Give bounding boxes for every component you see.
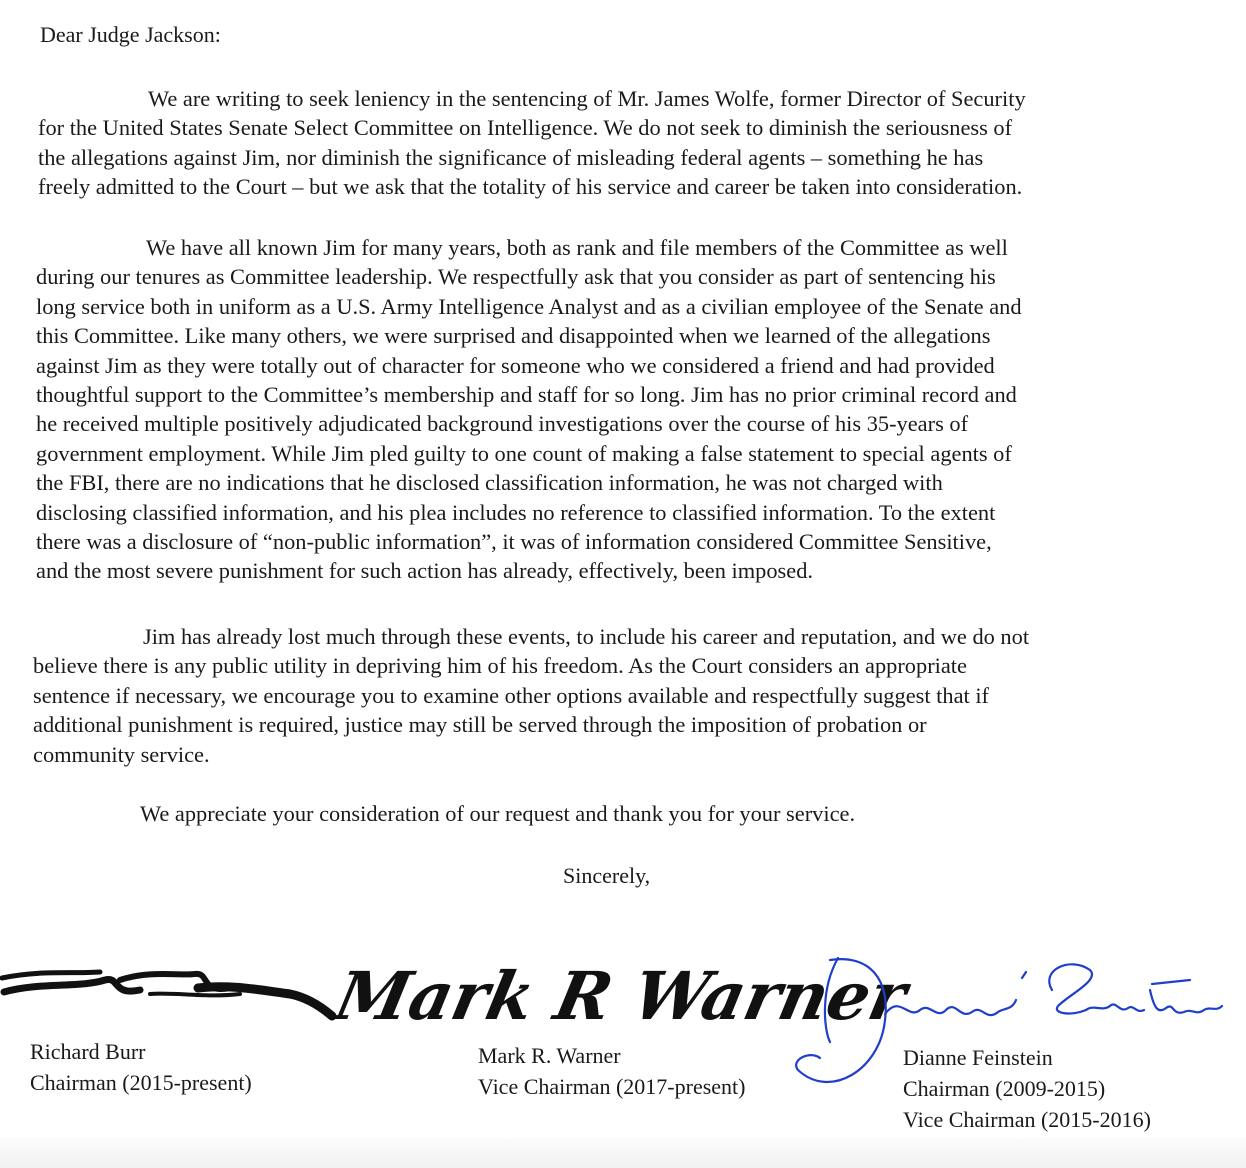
signatory-title: Chairman (2009-2015) — [903, 1076, 1106, 1101]
page-bottom-edge — [0, 1138, 1246, 1168]
signatory-warner — [478, 1040, 745, 1102]
paragraph-line: against Jim as they were totally out of character for someone who we considered a friend and had provided — [36, 352, 995, 378]
signature-mark-warner — [328, 945, 914, 1035]
paragraph-line: the allegations against Jim, nor diminish the significance of misleading federal agents – something he has — [38, 144, 984, 170]
signatory-feinstein — [903, 1042, 1151, 1135]
paragraph-line: additional punishment is required, justice may still be served through the imposition of probation or — [33, 712, 927, 738]
signatory-burr — [30, 1036, 252, 1098]
paragraph-line: believe there is any public utility in depriving him of his freedom. As the Court considers an appropriate — [33, 653, 967, 679]
paragraph-line: this Committee. Like many others, we were surprised and disappointed when we learned of the allegations — [36, 323, 991, 349]
paragraph-line: during our tenures as Committee leadership. We respectfully ask that you consider as part of sentencing his — [36, 264, 996, 290]
paragraph-line: for the United States Senate Select Committee on Intelligence. We do not seek to diminish the seriousness of — [38, 115, 1013, 141]
paragraph-line: We have all known Jim for many years, both as rank and file members of the Committee as well — [146, 235, 1008, 260]
signatory-title: Vice Chairman (2017-present) — [478, 1074, 746, 1099]
paragraph-line: sentence if necessary, we encourage you to examine other options available and respectfully suggest that if — [33, 682, 990, 708]
paragraph-leniency-request — [38, 84, 1026, 202]
paragraph-line: there was a disclosure of “non-public information”, it was of information considered Committee Sensitive, — [36, 529, 992, 555]
paragraph-appreciation — [140, 799, 855, 828]
paragraph-line: freely admitted to the Court – but we ask that the totality of his service and career be taken into consideration. — [38, 174, 1023, 200]
signatory-name: Dianne Feinstein — [903, 1045, 1053, 1070]
signatory-name: Mark R. Warner — [478, 1043, 621, 1068]
paragraph-service-history — [36, 233, 1022, 586]
salutation: Dear Judge Jackson: — [40, 22, 221, 47]
paragraph-line: long service both in uniform as a U.S. Army Intelligence Analyst and as a civilian employee of the Senate and — [36, 293, 1022, 319]
signature-richard-burr — [0, 968, 340, 1028]
signatory-title: Chairman (2015-present) — [30, 1070, 252, 1095]
paragraph-line: and the most severe punishment for such action has already, effectively, been imposed. — [36, 558, 813, 584]
signatory-name: Richard Burr — [30, 1039, 146, 1064]
signature-mark-warner-text: Mark R Warner — [328, 956, 914, 1035]
paragraph-line: the FBI, there are no indications that he disclosed classification information, he was not charged with — [36, 470, 943, 496]
signatory-title: Vice Chairman (2015-2016) — [903, 1107, 1151, 1132]
paragraph-line: disclosing classified information, and his plea includes no reference to classified information. To the extent — [36, 499, 996, 525]
paragraph-line: thoughtful support to the Committee’s membership and staff for so long. Jim has no prior criminal record and — [36, 382, 1017, 408]
paragraph-line: We are writing to seek leniency in the sentencing of Mr. James Wolfe, former Director of Security — [148, 86, 1026, 111]
paragraph-line: community service. — [33, 741, 210, 767]
paragraph-line: We appreciate your consideration of our request and thank you for your service. — [140, 801, 856, 826]
paragraph-line: he received multiple positively adjudicated background investigations over the course of his 35-years of — [36, 411, 969, 437]
closing: Sincerely, — [563, 863, 651, 888]
paragraph-line: Jim has already lost much through these events, to include his career and reputation, and we do not — [143, 624, 1030, 649]
paragraph-line: government employment. While Jim pled guilty to one count of making a false statement to special agents of — [36, 440, 1012, 466]
paragraph-alternatives — [33, 622, 1029, 769]
